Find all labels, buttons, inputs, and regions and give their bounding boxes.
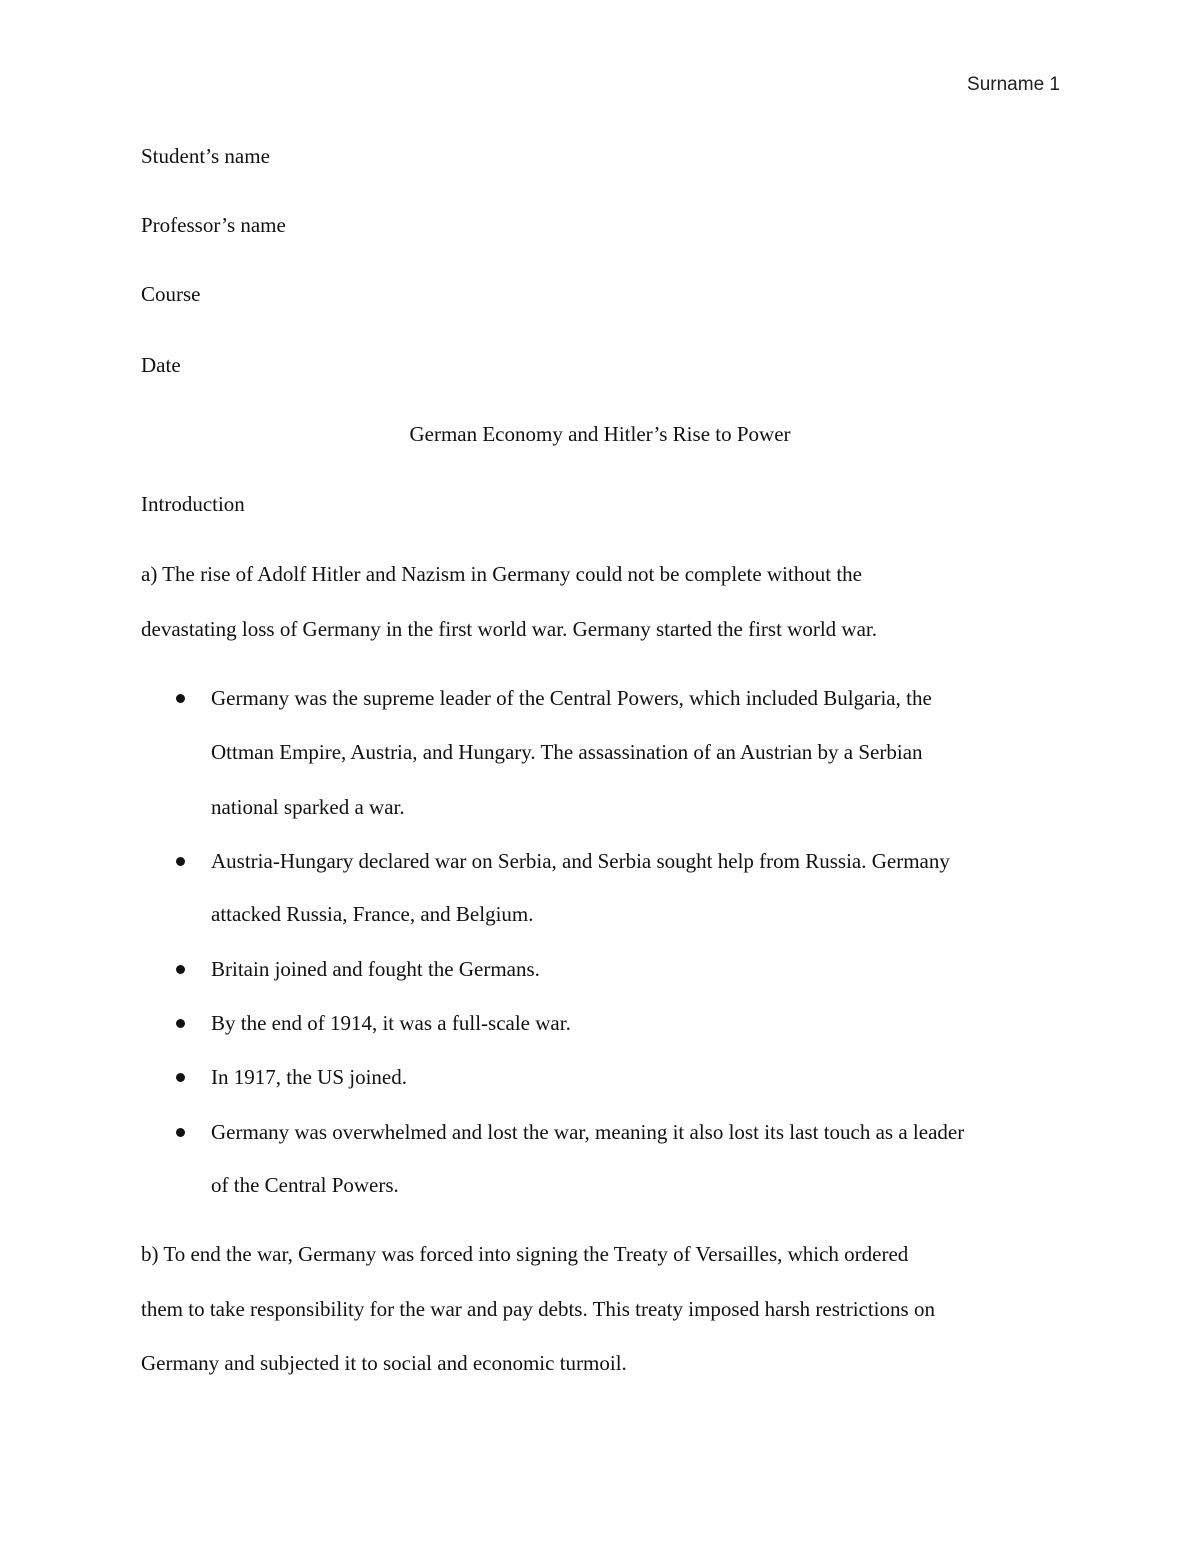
paragraph-a-line: devastating loss of Germany in the first world war. Germany started the first world war. [141,617,877,641]
paragraph-b-line: them to take responsibility for the war and pay debts. This treaty imposed harsh restrictions on [141,1297,935,1321]
bullet-dot [176,965,185,974]
bullet-item-line: In 1917, the US joined. [211,1065,407,1089]
bullet-item-line: Germany was overwhelmed and lost the war, meaning it also lost its last touch as a leader [211,1120,965,1144]
bullet-dot [176,1073,185,1082]
document-title: German Economy and Hitler’s Rise to Power [409,422,791,446]
bullet-item-line: Austria-Hungary declared war on Serbia, and Serbia sought help from Russia. Germany [211,849,950,873]
course-name: Course [141,282,201,306]
bullet-item-line: attacked Russia, France, and Belgium. [211,902,534,926]
bullet-dot [176,1019,185,1028]
paragraph-b-line: b) To end the war, Germany was forced into signing the Treaty of Versailles, which ordered [141,1242,909,1266]
bullet-item-line: Germany was the supreme leader of the Central Powers, which included Bulgaria, the [211,686,932,710]
bullet-dot [176,1128,185,1137]
section-heading-introduction: Introduction [141,492,245,516]
date-line: Date [141,353,181,377]
bullet-item-line: national sparked a war. [211,795,405,819]
bullet-dot [176,694,185,703]
page-header-number: Surname 1 [967,74,1060,95]
paragraph-b-line: Germany and subjected it to social and economic turmoil. [141,1351,627,1375]
bullet-dot [176,857,185,866]
bullet-item-line: Ottman Empire, Austria, and Hungary. The assassination of an Austrian by a Serbian [211,740,923,764]
bullet-item-line: Britain joined and fought the Germans. [211,957,540,981]
bullet-item-line: By the end of 1914, it was a full-scale war. [211,1011,571,1035]
professor-name: Professor’s name [141,213,286,237]
bullet-item-line: of the Central Powers. [211,1173,399,1197]
student-name: Student’s name [141,144,270,168]
paragraph-a-line: a) The rise of Adolf Hitler and Nazism in Germany could not be complete without the [141,562,863,586]
